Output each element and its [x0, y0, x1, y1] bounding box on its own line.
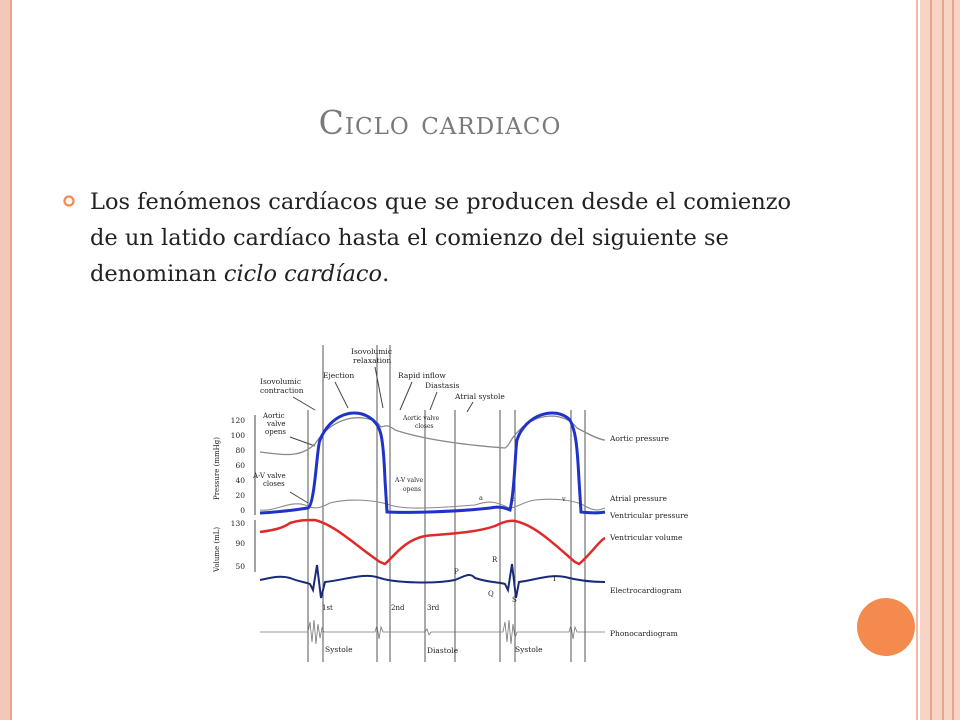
phase-systole-2: Systole	[515, 645, 543, 654]
volume-tick: 90	[235, 539, 245, 548]
pressure-tick: 20	[235, 491, 245, 500]
label-isovolumic-relaxation-2: relaxation	[353, 356, 392, 365]
phonocardiogram-trace	[260, 620, 605, 644]
label-av-closes-2: closes	[263, 480, 285, 488]
ecg-t-wave: T	[552, 575, 557, 583]
label-aortic-opens-3: opens	[265, 428, 286, 436]
trace-label-ventricular-pressure: Ventricular pressure	[610, 511, 689, 520]
ventricular-volume-trace	[260, 520, 605, 564]
label-aortic-opens-1: Aortic	[263, 412, 285, 420]
label-isovolumic-relaxation-1: Isovolumic	[351, 347, 393, 356]
trace-label-phonocardiogram: Phonocardiogram	[610, 629, 678, 638]
label-rapid-inflow: Rapid inflow	[398, 371, 446, 380]
label-isovolumic-contraction-1: Isovolumic	[260, 377, 302, 386]
atrial-a-wave: a	[479, 494, 483, 502]
ecg-q-wave: Q	[488, 590, 494, 598]
volume-axis-label: Volume (mL)	[213, 526, 221, 572]
phase-diastole: Diastole	[427, 646, 459, 655]
pressure-axis-label: Pressure (mmHg)	[213, 437, 221, 500]
volume-tick: 130	[230, 519, 245, 528]
slide-title: Ciclo cardiaco	[318, 103, 562, 142]
label-av-closes-1: A-V valve	[253, 472, 286, 480]
pressure-tick: 60	[235, 461, 245, 470]
trace-label-ventricular-volume: Ventricular volume	[610, 533, 683, 542]
heart-sound-1st: 1st	[322, 604, 333, 612]
ecg-s-wave: S	[512, 596, 517, 604]
volume-tick: 50	[235, 562, 245, 571]
label-aortic-closes-2: closes	[415, 423, 434, 430]
ecg-p-wave: P	[454, 568, 459, 576]
pressure-tick: 40	[235, 476, 245, 485]
pressure-tick: 0	[240, 506, 245, 515]
label-ejection: Ejection	[323, 371, 355, 380]
decorative-orange-circle	[857, 598, 915, 656]
label-av-opens-1: A-V valve	[395, 477, 423, 484]
pressure-tick: 80	[235, 446, 245, 455]
label-aortic-closes-1: Aortic valve	[403, 415, 440, 422]
label-atrial-systole: Atrial systole	[455, 392, 505, 401]
label-av-opens-2: opens	[403, 486, 421, 493]
atrial-v-wave: v	[562, 495, 566, 503]
bullet-text: Los fenómenos cardíacos que se producen desde el comienzo de un latido cardíaco hasta el comienzo del siguiente se denominan ciclo cardíaco.	[90, 189, 792, 287]
right-frame-edge	[916, 0, 918, 720]
cardiac-cycle-diagram	[205, 340, 715, 670]
trace-label-aortic: Aortic pressure	[610, 434, 669, 443]
label-diastasis: Diastasis	[425, 381, 460, 390]
bullet-ring-icon	[62, 194, 76, 208]
heart-sound-3rd: 3rd	[427, 604, 440, 612]
trace-label-atrial: Atrial pressure	[610, 494, 667, 503]
trace-label-ecg: Electrocardiogram	[610, 586, 682, 595]
label-isovolumic-contraction-2: contraction	[260, 386, 304, 395]
phase-lines	[308, 345, 585, 662]
right-frame-border	[920, 0, 960, 720]
phase-systole-1: Systole	[325, 645, 353, 654]
label-aortic-opens-2: valve	[267, 420, 286, 428]
pressure-tick: 120	[230, 416, 245, 425]
bullet-emphasis: ciclo cardíaco	[223, 261, 383, 287]
ecg-r-wave: R	[492, 556, 498, 564]
heart-sound-2nd: 2nd	[391, 604, 405, 612]
pressure-tick: 100	[230, 431, 245, 440]
atrial-c-wave: c	[511, 495, 515, 503]
